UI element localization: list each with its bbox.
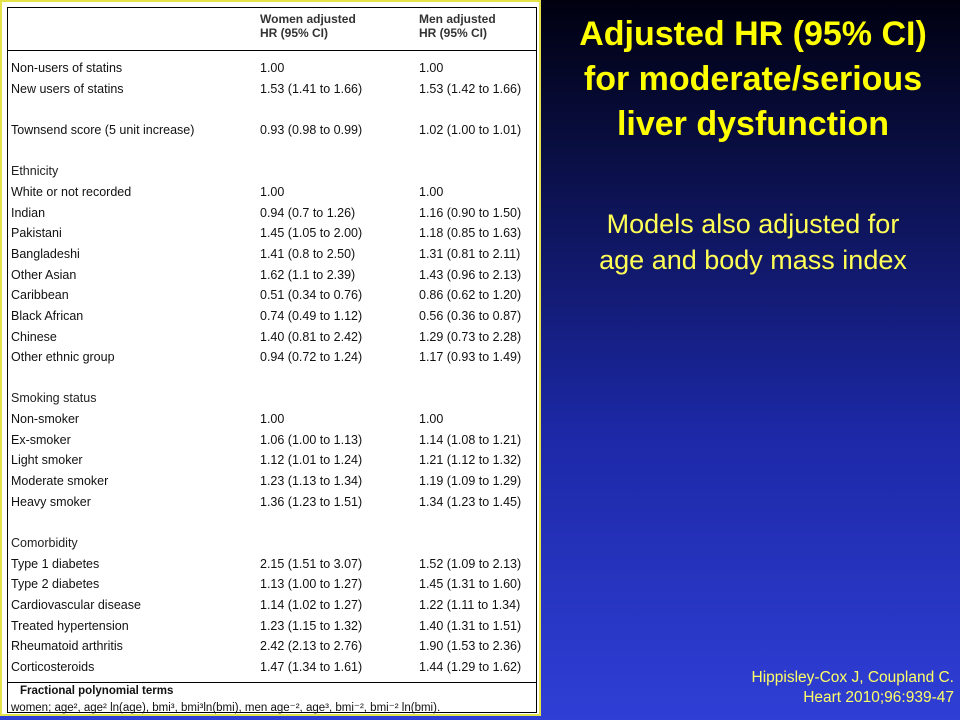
women-hr-cell: 0.93 (0.98 to 0.99) — [260, 123, 363, 137]
slide-note — [548, 206, 958, 278]
men-hr-cell: 1.16 (0.90 to 1.50) — [419, 206, 522, 220]
row-label: White or not recorded — [11, 185, 132, 199]
row-label: Caribbean — [11, 288, 69, 302]
women-hr-cell: 1.40 (0.81 to 2.42) — [260, 330, 363, 344]
footer-title: Fractional polynomial terms — [20, 685, 174, 697]
men-hr-cell: 1.18 (0.85 to 1.63) — [419, 226, 522, 240]
table-row — [8, 616, 536, 636]
men-hr-cell: 1.14 (1.08 to 1.21) — [419, 433, 522, 447]
table-row — [8, 657, 536, 677]
section-header-row — [8, 388, 536, 408]
table-row — [8, 79, 536, 99]
row-label: Non-users of statins — [11, 61, 123, 75]
women-hr-cell: 0.94 (0.72 to 1.24) — [260, 350, 363, 364]
women-hr-cell: 1.23 (1.13 to 1.34) — [260, 474, 363, 488]
row-label: Heavy smoker — [11, 495, 91, 509]
table-row — [8, 182, 536, 202]
row-label: Cardiovascular disease — [11, 598, 141, 612]
footer-rule — [8, 682, 536, 683]
women-hr-cell: 1.41 (0.8 to 2.50) — [260, 247, 356, 261]
women-hr-cell: 1.00 — [260, 61, 285, 75]
women-header-line-2: HR (95% CI) — [260, 26, 329, 40]
table-row — [8, 223, 536, 243]
row-label: Indian — [11, 206, 46, 220]
table-row — [8, 265, 536, 285]
hr-table — [7, 7, 537, 713]
table-row — [8, 306, 536, 326]
men-hr-cell: 1.43 (0.96 to 2.13) — [419, 268, 522, 282]
women-column-header — [260, 12, 356, 40]
header-rule — [8, 50, 536, 51]
slide-title-line-1: Adjusted HR (95% CI) — [579, 15, 927, 53]
slide-title-line-3: liver dysfunction — [616, 105, 890, 143]
women-hr-cell: 1.23 (1.15 to 1.32) — [260, 619, 363, 633]
slide-note-line-2: age and body mass index — [599, 245, 907, 275]
table-row — [8, 595, 536, 615]
table-row — [8, 203, 536, 223]
row-label: Type 2 diabetes — [11, 577, 100, 591]
men-hr-cell: 1.00 — [419, 61, 444, 75]
table-row — [8, 430, 536, 450]
women-hr-cell: 1.13 (1.00 to 1.27) — [260, 577, 363, 591]
row-label: Chinese — [11, 330, 57, 344]
men-hr-cell: 1.90 (1.53 to 2.36) — [419, 639, 522, 653]
women-hr-cell: 1.45 (1.05 to 2.00) — [260, 226, 363, 240]
table-row — [8, 554, 536, 574]
row-label: Other Asian — [11, 268, 77, 282]
slide-note-line-1: Models also adjusted for — [606, 209, 900, 239]
women-hr-cell: 1.12 (1.01 to 1.24) — [260, 453, 363, 467]
men-hr-cell: 1.22 (1.11 to 1.34) — [419, 598, 521, 612]
men-header-line-1: Men adjusted — [419, 12, 496, 26]
row-label: Smoking status — [11, 391, 97, 405]
row-label: Type 1 diabetes — [11, 557, 100, 571]
table-row — [8, 636, 536, 656]
table-row — [8, 471, 536, 491]
women-hr-cell: 1.36 (1.23 to 1.51) — [260, 495, 363, 509]
section-header-row — [8, 533, 536, 553]
men-hr-cell: 1.19 (1.09 to 1.29) — [419, 474, 522, 488]
citation-line-2: Heart 2010;96:939-47 — [803, 689, 954, 706]
table-row — [8, 58, 536, 78]
women-hr-cell: 2.42 (2.13 to 2.76) — [260, 639, 363, 653]
table-row — [8, 574, 536, 594]
men-hr-cell: 0.56 (0.36 to 0.87) — [419, 309, 522, 323]
women-hr-cell: 2.15 (1.51 to 3.07) — [260, 557, 363, 571]
row-label: Black African — [11, 309, 84, 323]
women-hr-cell: 1.53 (1.41 to 1.66) — [260, 82, 363, 96]
men-hr-cell: 1.00 — [419, 412, 444, 426]
women-hr-cell: 1.00 — [260, 412, 285, 426]
table-row — [8, 244, 536, 264]
row-label: Light smoker — [11, 453, 83, 467]
row-label: Pakistani — [11, 226, 62, 240]
women-hr-cell: 0.94 (0.7 to 1.26) — [260, 206, 356, 220]
table-row — [8, 450, 536, 470]
row-label: Corticosteroids — [11, 660, 95, 674]
row-label: Bangladeshi — [11, 247, 80, 261]
men-hr-cell: 1.45 (1.31 to 1.60) — [419, 577, 522, 591]
row-label: Rheumatoid arthritis — [11, 639, 123, 653]
men-hr-cell: 1.02 (1.00 to 1.01) — [419, 123, 522, 137]
row-label: Non-smoker — [11, 412, 80, 426]
table-row — [8, 492, 536, 512]
row-label: Comorbidity — [11, 536, 78, 550]
women-hr-cell: 1.62 (1.1 to 2.39) — [260, 268, 356, 282]
slide-title — [548, 12, 958, 147]
women-header-line-1: Women adjusted — [260, 12, 356, 26]
women-hr-cell: 0.74 (0.49 to 1.12) — [260, 309, 363, 323]
men-hr-cell: 1.00 — [419, 185, 444, 199]
women-hr-cell: 0.51 (0.34 to 0.76) — [260, 288, 363, 302]
table-row — [8, 327, 536, 347]
row-label: Moderate smoker — [11, 474, 109, 488]
men-column-header — [419, 12, 496, 40]
row-label: Treated hypertension — [11, 619, 129, 633]
women-hr-cell: 1.06 (1.00 to 1.13) — [260, 433, 363, 447]
citation-line-1: Hippisley-Cox J, Coupland C. — [751, 669, 954, 686]
women-hr-cell: 1.14 (1.02 to 1.27) — [260, 598, 363, 612]
row-label: New users of statins — [11, 82, 124, 96]
men-hr-cell: 1.52 (1.09 to 2.13) — [419, 557, 522, 571]
row-label: Townsend score (5 unit increase) — [11, 123, 195, 137]
section-header-row — [8, 161, 536, 181]
men-hr-cell: 1.21 (1.12 to 1.32) — [419, 453, 522, 467]
women-hr-cell: 1.47 (1.34 to 1.61) — [260, 660, 363, 674]
table-row — [8, 409, 536, 429]
men-hr-cell: 1.29 (0.73 to 2.28) — [419, 330, 522, 344]
row-label: Ex-smoker — [11, 433, 71, 447]
table-row — [8, 285, 536, 305]
men-hr-cell: 1.34 (1.23 to 1.45) — [419, 495, 522, 509]
row-label: Other ethnic group — [11, 350, 115, 364]
slide-title-line-2: for moderate/serious — [583, 60, 923, 98]
row-label: Ethnicity — [11, 164, 59, 178]
men-hr-cell: 1.31 (0.81 to 2.11) — [419, 247, 521, 261]
women-hr-cell: 1.00 — [260, 185, 285, 199]
table-row — [8, 120, 536, 140]
citation — [752, 668, 954, 708]
men-hr-cell: 0.86 (0.62 to 1.20) — [419, 288, 522, 302]
footer-text: women; age², age² ln(age), bmi³, bmi³ln(bmi), men age⁻², age³, bmi⁻², bmi⁻² ln(bmi). — [11, 702, 441, 714]
men-header-line-2: HR (95% CI) — [419, 26, 488, 40]
men-hr-cell: 1.17 (0.93 to 1.49) — [419, 350, 522, 364]
table-row — [8, 347, 536, 367]
men-hr-cell: 1.40 (1.31 to 1.51) — [419, 619, 522, 633]
men-hr-cell: 1.53 (1.42 to 1.66) — [419, 82, 522, 96]
men-hr-cell: 1.44 (1.29 to 1.62) — [419, 660, 522, 674]
